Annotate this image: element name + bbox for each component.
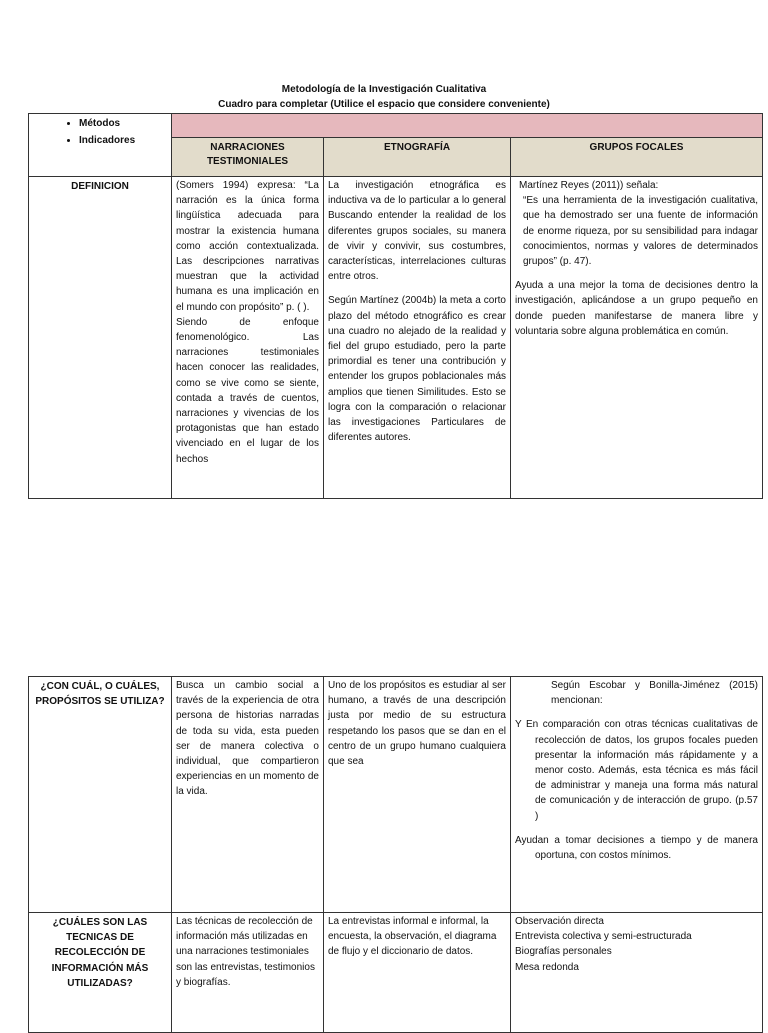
cell-definicion-etnografia xyxy=(324,177,511,499)
legend-item-metodos: • Métodos xyxy=(79,115,167,132)
cell-tecnicas-narraciones: Las técnicas de recolección de información más utilizadas en una narraciones testimoniales son las entrevistas, testimonios y biografías. xyxy=(172,913,324,1033)
column-header-narraciones: NARRACIONES TESTIMONIALES xyxy=(172,138,324,177)
column-header-grupos-focales: GRUPOS FOCALES xyxy=(511,138,763,177)
cell-propositos-grupos-focales xyxy=(511,677,763,913)
row-label-propositos: ¿CON CUÁL, O CUÁLES, PROPÓSITOS SE UTILIZA? xyxy=(29,677,172,913)
header-band xyxy=(172,114,763,138)
document-title: Metodología de la Investigación Cualitativa xyxy=(281,84,487,95)
document-subtitle: Cuadro para completar (Utilice el espacio que considere conveniente) xyxy=(218,99,550,110)
definicion-narraciones-p1: (Somers 1994) expresa: “La narración es la única forma lingüística adecuada para mostrar la existencia humana como acción contextualizada. Las descripciones narrativas muestran que la actividad humana es una implicación en el mundo con propósito” p. ( ). xyxy=(176,180,319,313)
tecnicas-grupos-item: Biografías personales xyxy=(515,946,612,958)
propositos-grupos-p1: Según Escobar y Bonilla-Jiménez (2015) mencionan: xyxy=(551,680,758,707)
definicion-grupos-p1: Martínez Reyes (2011)) señala: xyxy=(519,180,659,191)
tecnicas-grupos-item: Entrevista colectiva y semi-estructurada xyxy=(515,931,692,943)
definicion-narraciones-p2: Siendo de enfoque fenomenológico. Las narraciones testimoniales hacen conocer las realidades, como se vive como se siente, contada a través de cuentos, narraciones y vivencias de los protagonistas que han estado vivenciado en el lugar de los hechos xyxy=(176,316,319,465)
legend-cell xyxy=(29,114,172,177)
tecnicas-grupos-item: Observación directa xyxy=(515,916,604,927)
table-upper xyxy=(28,113,763,499)
definicion-etnografia-p2: Según Martínez (2004b) la meta a corto plazo del método etnográfico es crear una cuadro no alejado de la realidad y fiel del grupo estudiado, pero la parte primordial es tener una contribución y entender los grupos poblacionales más amplios que tienen Similitudes. Esto se logra con la comparación o relacionar las investigaciones Particulares de diferentes autores. xyxy=(328,295,506,444)
cell-propositos-narraciones: Busca un cambio social a través de la experiencia de otra persona de historias narradas de toda su vida, esta pueden ser de manera colectiva o individual, que compartieron experiencias en un momento de la vida. xyxy=(172,677,324,913)
column-header-etnografia: ETNOGRAFÍA xyxy=(324,138,511,177)
row-label-definicion: DEFINICION xyxy=(29,177,172,499)
row-label-tecnicas: ¿CUÁLES SON LAS TECNICAS DE RECOLECCIÓN DE INFORMACIÓN MÁS UTILIZADAS? xyxy=(29,913,172,1033)
tecnicas-grupos-item: Mesa redonda xyxy=(515,961,579,973)
cell-definicion-narraciones xyxy=(172,177,324,499)
propositos-grupos-p2: Y En comparación con otras técnicas cualitativas de recolección de datos, los grupos focales pueden presentar la información más rápidamente y a menor costo. Además, esta técnica es más fácil de administrar y maneja una forma más natural de comunicación y de interacción de grupo. (p.57 ) xyxy=(515,719,758,822)
cell-tecnicas-etnografia: La entrevistas informal e informal, la encuesta, la observación, el diagrama de flujo y el diccionario de datos. xyxy=(324,913,511,1033)
definicion-grupos-p2: “Es una herramienta de la investigación cualitativa, que ha demostrado ser una fuente de información de enorme riqueza, por su sensibilidad para indagar conocimientos, normas y valores de determinados grupos” (p. 47). xyxy=(523,195,758,268)
cell-propositos-etnografia: Uno de los propósitos es estudiar al ser humano, a través de una descripción justa por medio de su estructura respetando los pasos que se dan en el centro de un grupo humano cualquiera que sea xyxy=(324,677,511,913)
cell-tecnicas-grupos-focales xyxy=(511,913,763,1033)
legend-item-indicadores: • Indicadores xyxy=(79,132,167,149)
definicion-grupos-p3: Ayuda a una mejor la toma de decisiones dentro la investigación, aplicándose a un grupo pequeño en donde pueden manifestarse de manera libre y voluntaria sobre alguna problemática en común. xyxy=(515,280,758,337)
cell-definicion-grupos-focales xyxy=(511,177,763,499)
table-lower xyxy=(28,676,763,1033)
propositos-grupos-p3: Ayudan a tomar decisiones a tiempo y de manera oportuna, con costos mínimos. xyxy=(515,834,758,862)
definicion-etnografia-p1: La investigación etnográfica es inductiva va de lo particular a lo general Buscando entender la realidad de los diferentes grupos sociales, su manera de vivir y convivir, sus costumbres, características, interrelaciones culturas entre otros. xyxy=(328,180,506,283)
